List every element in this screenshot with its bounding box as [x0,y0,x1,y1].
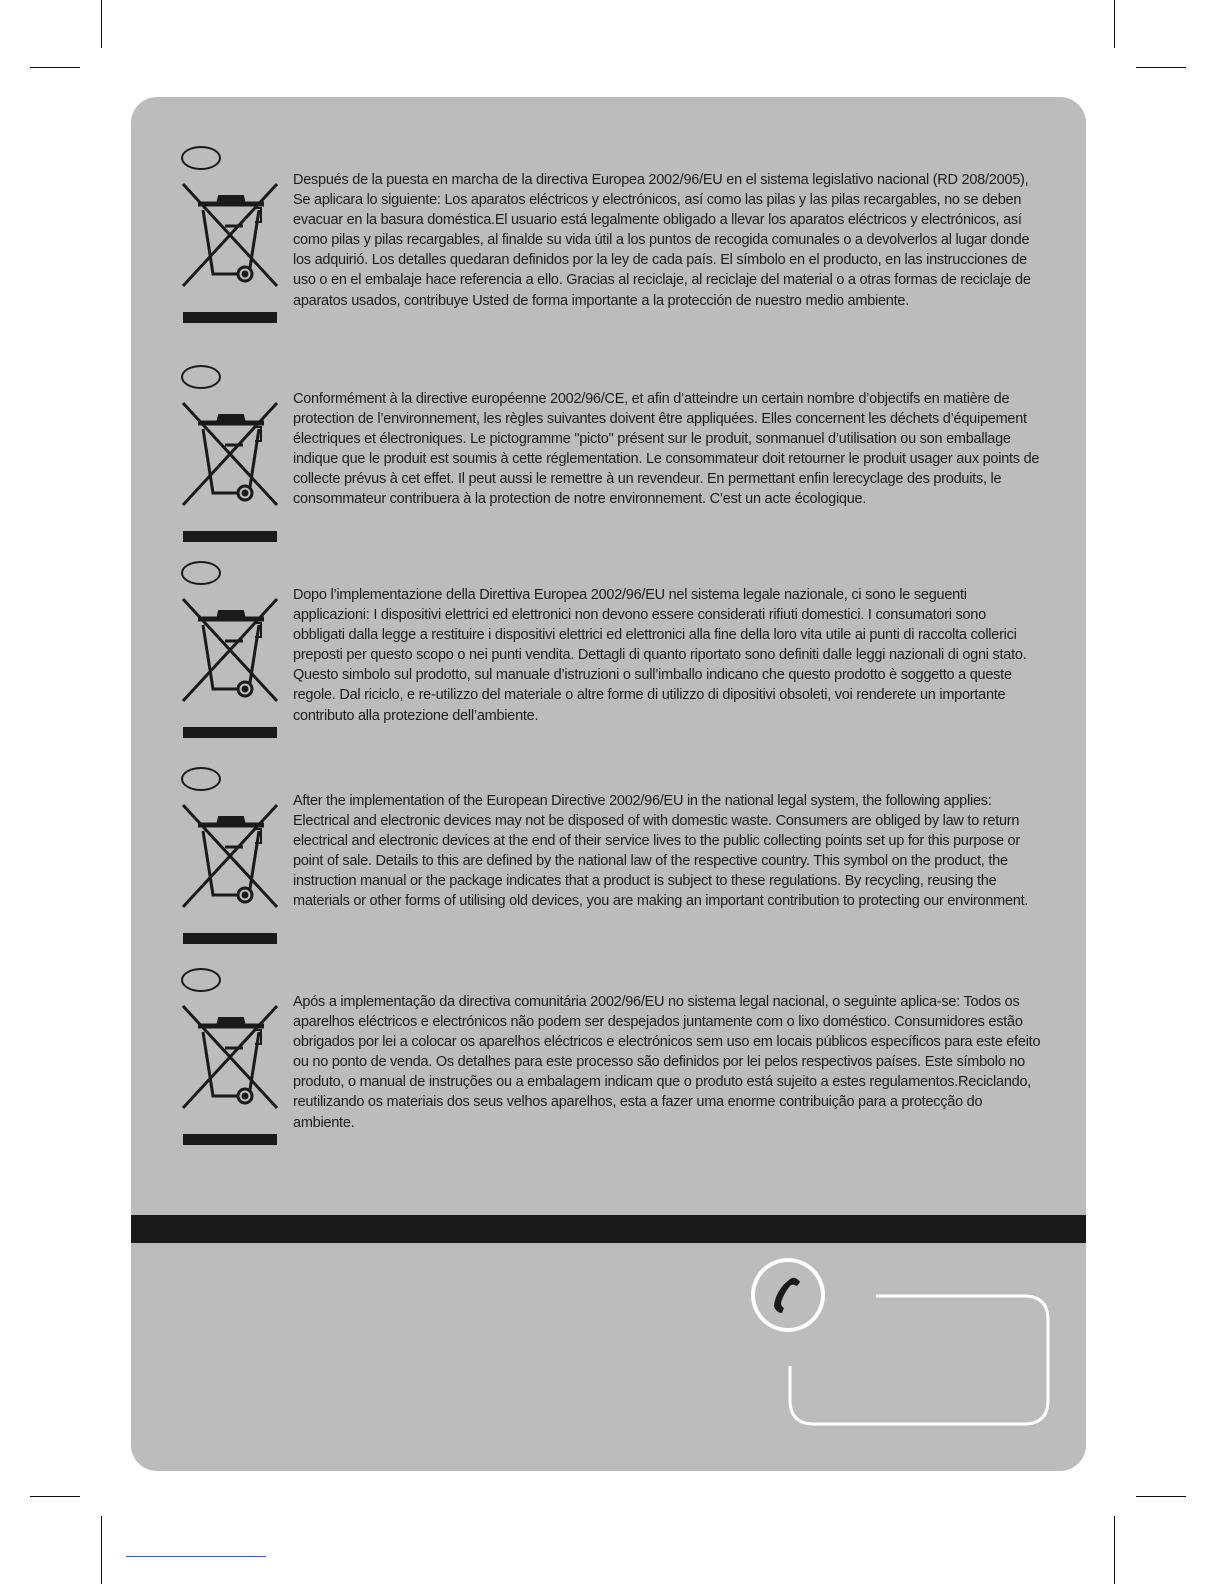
weee-bin-icon [181,1004,279,1114]
language-oval-es [181,146,221,170]
crop-mark-bottom-right-h [1136,1496,1186,1497]
language-oval-pt [181,968,221,992]
weee-bin-icon [181,401,279,511]
weee-underline-bar [183,312,277,323]
crop-mark-bottom-left [101,1516,102,1584]
weee-underline-bar [183,1134,277,1145]
section-text-pt: Após a implementação da directiva comunitária 2002/96/EU no sistema legal nacional, o seguinte aplica-se: Todos os aparelhos eléctricos e electrónicos não podem ser despejados juntamente com o lixo doméstico. Consumidores estão obrigados por lei a colocar os aparelhos eléctricos e electrónicos sem uso em locais públicos específicos para este efeito ou no ponto de venda. Os detalhes para este processo são definidos por lei pelos respectivos países. Este símbolo no produto, o manual de instruções ou a embalagem indicam que o produto está sujeito a estes regulamentos.Reciclando, reutilizando os materiais dos seus velhos aparelhos, esta a fazer uma enorme contribuição para a protecção do ambiente. [293,994,1041,1131]
crop-mark-top-left [101,0,102,48]
weee-underline-bar [183,933,277,944]
crop-mark-bottom-right [1114,1516,1115,1584]
weee-bin-icon [181,182,279,292]
section-text-en: After the implementation of the European Directive 2002/96/EU in the national legal system, the following applies: Electrical and electronic devices may not be disposed of with domestic waste. Consumers are obliged by law to return electrical and electronic devices at the end of their service lives to the public collecting points set up for this purpose or point of sale. Details to this are defined by the national law of the respective country. This symbol on the product, the instruction manual or the package indicates that a product is subject to these regulations. By recycling, reusing the materials or other forms of utilising old devices, you are making an important contribution to protecting our environment. [293,793,1029,910]
weee-underline-bar [183,531,277,542]
section-text-it: Dopo l’implementazione della Direttiva Europea 2002/96/EU nel sistema legale nazionale, ci sono le seguenti applicazioni: I dispositivi elettrici ed elettronici non devono essere considerati rifiuti domestici. I consumatori sono obbligati dalla legge a restituire i dispositivi elettrici ed elettronici alla fine della loro vita utile ai punti di raccolta collerici preposti per questo scopo o nei punti vendita. Dettagli di quanto riportato sono definiti dalle leggi nazionali di ogni stato. Questo simbolo sul prodotto, sul manuale d’istruzioni o sull’imballo indicano che questo prodotto è soggetto a queste regole. Dal riciclo, e re-utilizzo del materiale o altre forme di utilizzo di dipositivi obsoleti, voi renderete un importante contributo alla protezione dell’ambiente. [293,587,1027,724]
language-oval-it [181,561,221,585]
crop-mark-top-left-h [30,67,80,68]
divider-band [131,1215,1086,1243]
crop-mark-top-right [1114,0,1115,48]
language-oval-fr [181,365,221,389]
weee-bin-icon [181,597,279,707]
hotline-box [786,1290,1052,1428]
footer-rule [126,1556,266,1557]
phone-handset-icon [764,1274,806,1316]
language-oval-en [181,767,221,791]
weee-bin-icon [181,803,279,913]
section-text-es: Después de la puesta en marcha de la directiva Europea 2002/96/EU en el sistema legislativo nacional (RD 208/2005), Se aplicara lo siguiente: Los aparatos eléctricos y electrónicos, así como las pilas y las pilas recargables, no se deben evacuar en la basura doméstica.El usuario está legalmente obligado a llevar los aparatos eléctricos y electrónicos, así como pilas y pilas recargables, al finalde su vida útil a los puntos de recogida comunales o a devolverlos al lugar donde los adquirió. Los detalles quedaran definidos por la ley de cada país. El símbolo en el producto, en las instrucciones de uso o en el embalaje hace referencia a ello. Gracias al reciclaje, al reciclaje del material o a otras formas de reciclaje de aparatos usados, contribuye Usted de forma importante a la protección de nuestro medio ambiente. [293,172,1031,309]
crop-mark-bottom-left-h [30,1496,80,1497]
section-text-fr: Conformément à la directive européenne 2002/96/CE, et afin d’atteindre un certain nombre d’objectifs en matière de protection de l’environnement, les règles suivantes doivent être appliquées. Elles concernent les déchets d’équipement électriques et électroniques. Le pictogramme "picto" présent sur le produit, sonmanuel d’utilisation ou son emballage indique que le produit est soumis à cette réglementation. Le consommateur doit retourner le produit usager aux points de collecte prévus à cet effet. Il peut aussi le remettre à un revendeur. En permettant enfin lerecyclage des produits, le consommateur contribuera à la protection de notre environnement. C’est un acte écologique. [293,391,1040,508]
weee-underline-bar [183,727,277,738]
weee-panel [131,97,1086,1471]
crop-mark-top-right-h [1136,67,1186,68]
